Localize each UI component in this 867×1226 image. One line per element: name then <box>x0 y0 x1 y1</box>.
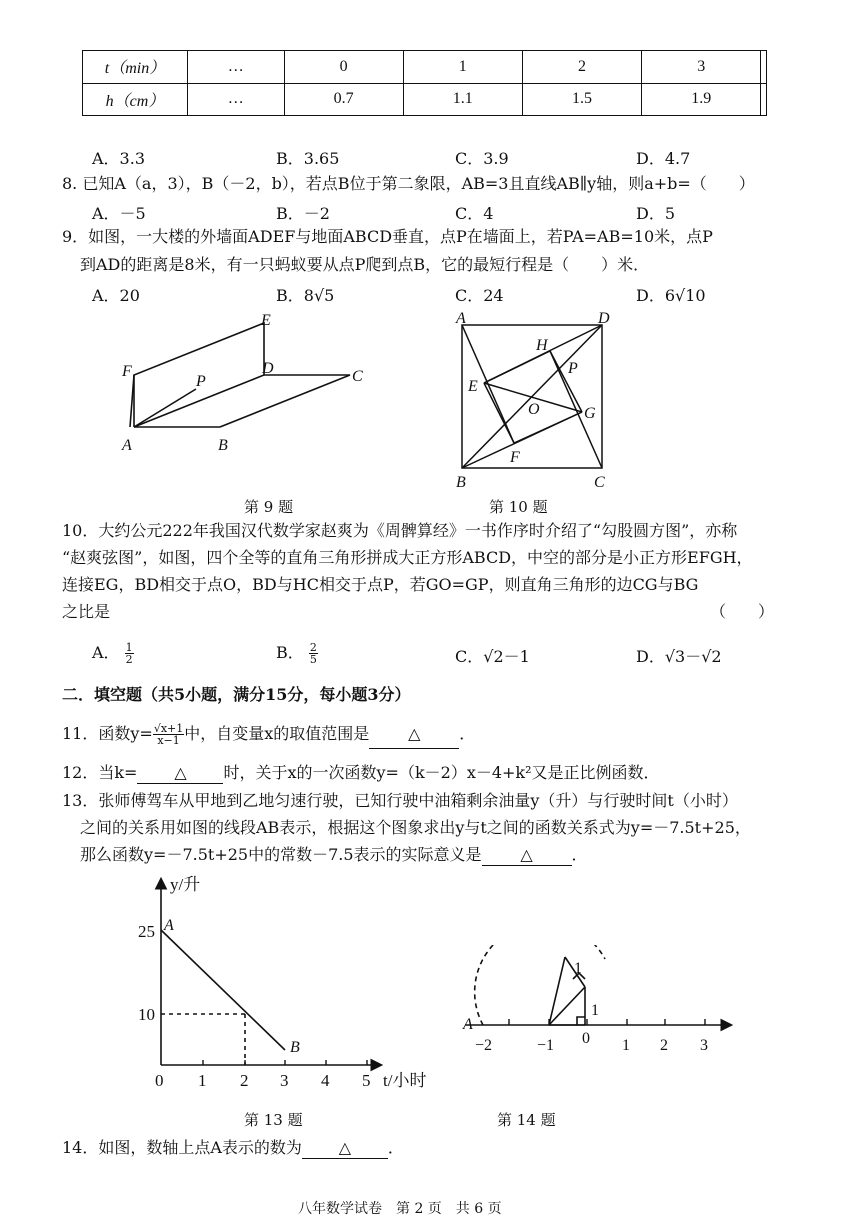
table-cell: … <box>188 51 285 84</box>
q7-option-d: D．4.7 <box>636 149 691 168</box>
q11-prefix: 11．函数y= <box>62 724 153 743</box>
x-tick-label: 3 <box>280 1071 289 1090</box>
point-label-a: A <box>164 917 174 934</box>
q7-option-b: B．3.65 <box>276 149 340 168</box>
answer-blank[interactable]: △ <box>482 845 572 866</box>
fraction <box>153 723 184 746</box>
q12-prefix: 12．当k= <box>62 763 138 782</box>
label-o: O <box>528 401 540 418</box>
q9-option-b: B．8√5 <box>276 286 335 305</box>
q10-line1: 10．大约公元222年我国汉代数学家赵爽为《周髀算经》一书作序时介绍了“勾股圆方图”，亦称 <box>62 521 738 540</box>
x-tick-label: 0 <box>155 1071 164 1090</box>
q13-line2: 之间的关系用如图的线段AB表示，根据这个图象求出y与t之间的函数关系式为y=－7.5t+25， <box>80 818 751 837</box>
numerator: 1 <box>125 641 133 654</box>
table-cell: … <box>188 83 285 116</box>
table-cell <box>761 83 767 116</box>
table-row <box>83 51 767 84</box>
answer-blank[interactable]: △ <box>137 763 223 784</box>
label-d: D <box>262 360 274 377</box>
figure-10-caption: 第 10 题 <box>489 498 548 516</box>
table-cell: 0 <box>284 51 403 84</box>
q13-line1: 13．张师傅驾车从甲地到乙地匀速行驶，已知行驶中油箱剩余油量y（升）与行驶时间t（小时） <box>62 791 738 810</box>
q9-line2: 到AD的距离是8米，有一只蚂蚁要从点P爬到点B，它的最短行程是（ ）米． <box>80 255 650 274</box>
q10-line2: “赵爽弦图”，如图，四个全等的直角三角形拼成大正方形ABCD，中空的部分是小正方形EFGH， <box>62 548 753 567</box>
tick-label: −2 <box>475 1037 493 1054</box>
table-cell: h（cm） <box>83 83 188 116</box>
label-f: F <box>122 363 132 380</box>
q13-line3 <box>80 845 588 866</box>
q9-line1: 9．如图，一大楼的外墙面ADEF与地面ABCD垂直，点P在墙面上，若PA=AB=10米，点P <box>62 227 713 246</box>
y-tick-label: 10 <box>138 1005 155 1024</box>
side-he <box>484 351 550 383</box>
option-b-prefix: B． <box>276 643 304 662</box>
fraction <box>125 642 134 665</box>
q10-option-c: C．√2－1 <box>455 647 530 666</box>
x-tick-label: 5 <box>362 1071 371 1090</box>
q11 <box>62 720 475 749</box>
side-ef <box>484 383 514 443</box>
y-axis-label: y/升 <box>170 875 201 894</box>
table-cell: 1.5 <box>522 83 641 116</box>
segment-ab <box>161 930 285 1050</box>
side-fg <box>514 412 582 443</box>
q10-option-b <box>276 640 318 665</box>
denominator: x−1 <box>157 734 180 747</box>
q8-option-d: D．5 <box>636 204 676 223</box>
q12-end: 时，关于x的一次函数y=（k－2）x－4+k²又是正比例函数． <box>223 763 660 782</box>
q11-end: ． <box>459 724 476 743</box>
label-d: D <box>598 310 610 327</box>
numerator: √x+1 <box>153 722 184 735</box>
q14-prefix: 14．如图，数轴上点A表示的数为 <box>62 1138 302 1157</box>
table-cell <box>761 51 767 84</box>
figure-13-caption: 第 13 题 <box>244 1111 303 1129</box>
q14-end: ． <box>387 1138 404 1157</box>
label-c: C <box>594 474 605 490</box>
tick-label: 0 <box>582 1030 590 1047</box>
q10-line4: 之比是 <box>62 602 111 621</box>
label-a: A <box>456 310 466 327</box>
label-f: F <box>510 449 520 466</box>
section-title: 二．填空题（共5小题，满分15分，每小题3分） <box>62 685 411 704</box>
q10-paren: （ ） <box>710 602 775 621</box>
q8-text: 8. 已知A（a，3），B（－2，b），若点B位于第二象限，AB=3且直线AB∥y轴，则a+b=（ ） <box>62 174 755 193</box>
q13-line3-text: 那么函数y=－7.5t+25中的常数－7.5表示的实际意义是 <box>80 845 482 864</box>
label-b: B <box>218 437 228 454</box>
q10-option-d: D．√3－√2 <box>636 647 722 666</box>
hypotenuse-inner <box>549 987 585 1025</box>
q14 <box>62 1138 404 1159</box>
point-label-a: A <box>463 1016 473 1033</box>
q7-option-c: C．3.9 <box>455 149 509 168</box>
fraction <box>309 642 318 665</box>
label-e: E <box>261 312 271 329</box>
x-tick-label: 2 <box>240 1071 249 1090</box>
tick-label: −1 <box>537 1037 555 1054</box>
segment-pa <box>134 389 196 427</box>
side-label: 1 <box>591 1002 599 1019</box>
label-h: H <box>536 337 548 354</box>
table-cell: 2 <box>522 51 641 84</box>
label-p: P <box>196 373 206 390</box>
side-label: 1 <box>574 960 582 977</box>
y-tick-label: 25 <box>138 922 155 941</box>
page-footer: 八年数学试卷 第 2 页 共 6 页 <box>298 1201 502 1217</box>
denominator: 2 <box>125 653 133 666</box>
q10-option-a <box>92 640 134 665</box>
hypotenuse-outer <box>549 957 565 1025</box>
figure-10 <box>448 305 618 490</box>
label-b: B <box>456 474 466 490</box>
figure-9 <box>110 305 380 465</box>
label-p: P <box>568 360 578 377</box>
figure-13 <box>130 870 440 1095</box>
figure-9-caption: 第 9 题 <box>244 498 294 516</box>
q11-mid: 中，自变量x的取值范围是 <box>184 724 370 743</box>
q8-option-c: C．4 <box>455 204 494 223</box>
data-table <box>82 50 767 116</box>
x-tick-label: 1 <box>198 1071 207 1090</box>
point-label-b: B <box>290 1039 300 1056</box>
tick-label: 3 <box>700 1037 708 1054</box>
table-row <box>83 83 767 116</box>
q10-line3: 连接EG，BD相交于点O，BD与HC相交于点P，若GO=GP，则直角三角形的边CG与BG <box>62 575 699 594</box>
figure-14-caption: 第 14 题 <box>497 1111 556 1129</box>
table-cell: 0.7 <box>284 83 403 116</box>
right-angle-mark <box>577 1017 585 1025</box>
q8-option-a: A．－5 <box>92 204 146 223</box>
option-a-prefix: A． <box>92 643 120 662</box>
figure-14 <box>455 945 745 1065</box>
tick-label: 2 <box>660 1037 668 1054</box>
numerator: 2 <box>309 641 317 654</box>
denominator: 5 <box>309 653 317 666</box>
label-c: C <box>352 368 363 385</box>
q13-end: ． <box>571 845 588 864</box>
q8-option-b: B．－2 <box>276 204 330 223</box>
answer-blank[interactable]: △ <box>302 1138 388 1159</box>
x-axis-label: t/小时 <box>383 1071 427 1090</box>
q9-option-a: A．20 <box>92 286 140 305</box>
answer-blank[interactable]: △ <box>369 720 459 749</box>
q12 <box>62 763 660 784</box>
edge-bc <box>220 375 350 427</box>
x-tick-label: 4 <box>321 1071 330 1090</box>
table-cell: 1.1 <box>403 83 522 116</box>
table-cell: 3 <box>642 51 761 84</box>
q9-option-d: D．6√10 <box>636 286 706 305</box>
table-cell: t（min） <box>83 51 188 84</box>
label-e: E <box>468 378 478 395</box>
label-g: G <box>584 405 596 422</box>
table-cell: 1.9 <box>642 83 761 116</box>
label-a: A <box>122 437 132 454</box>
q9-option-c: C．24 <box>455 286 504 305</box>
tick-label: 1 <box>622 1037 630 1054</box>
table-cell: 1 <box>403 51 522 84</box>
q7-option-a: A．3.3 <box>92 149 146 168</box>
